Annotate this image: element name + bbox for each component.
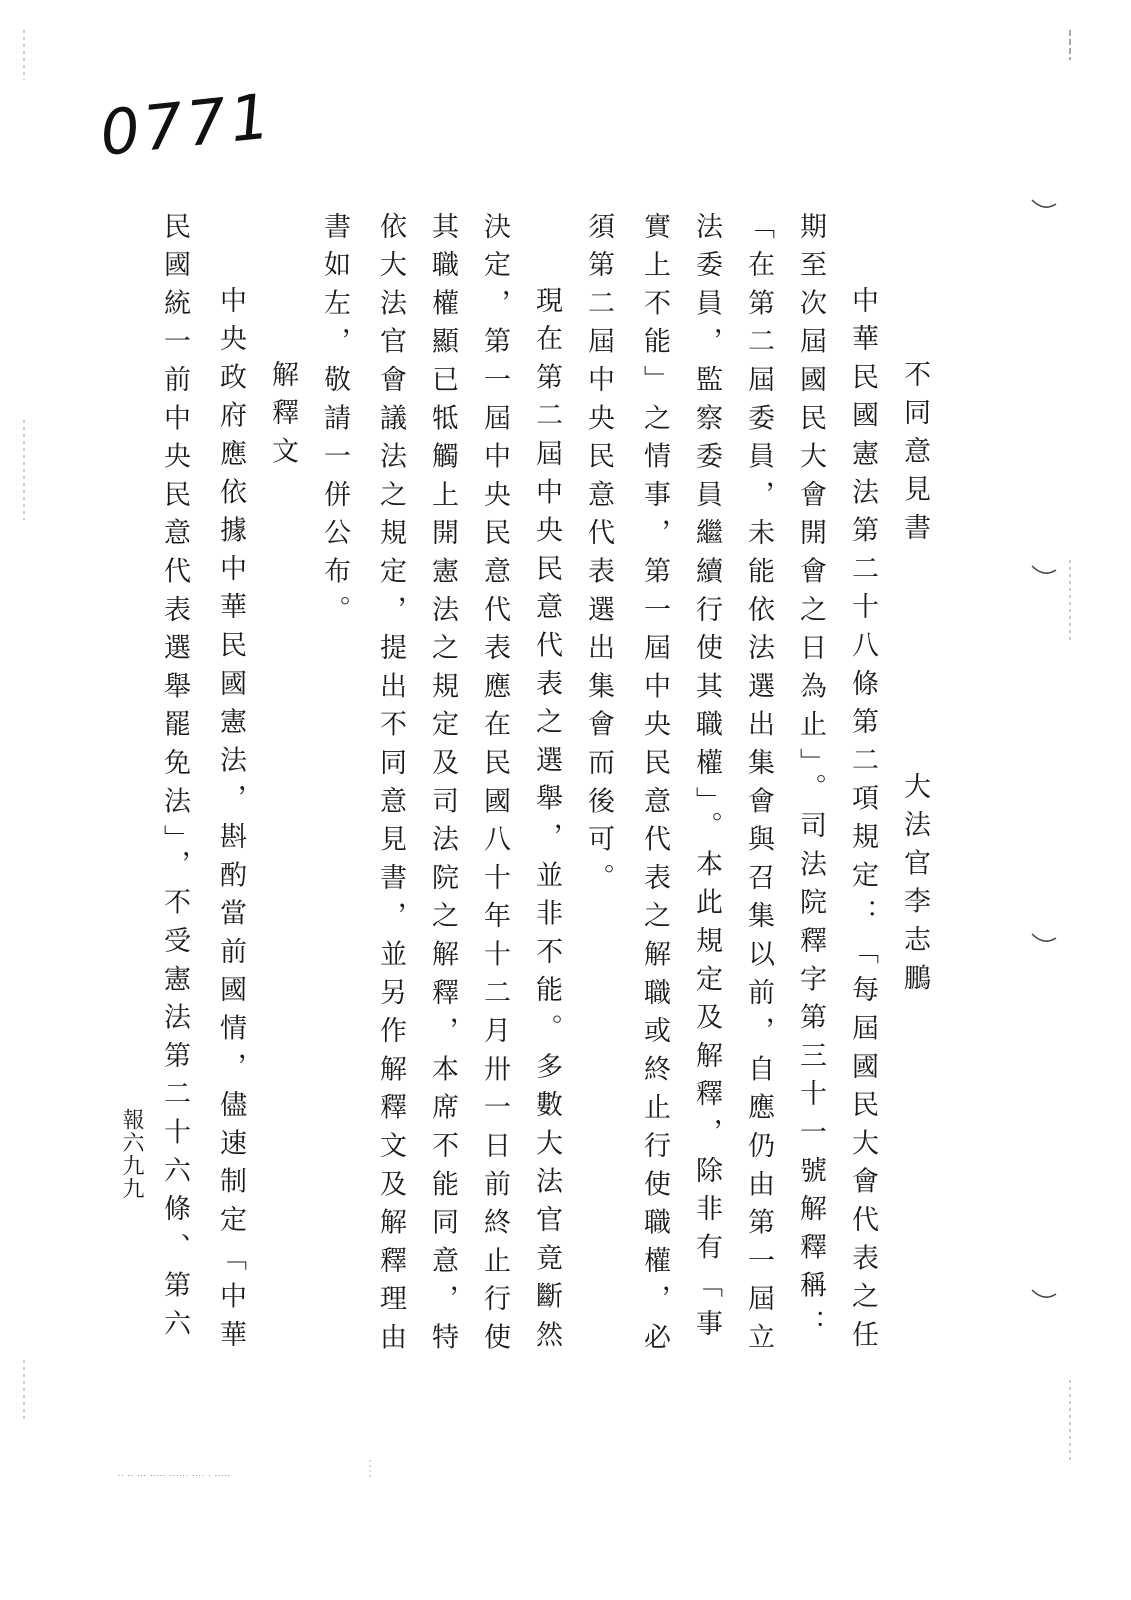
handwritten-number: 0771 — [96, 79, 278, 170]
document-title: 不同意見書 — [899, 360, 930, 552]
body-column-8: 決定，第一屆中央民意代表應在民國八十年十二月卅一日前終止行使 — [479, 212, 510, 1361]
body-column-3: 「在第二屆委員，未能依法選出集會與召集以前，自應仍由第一屆立 — [743, 212, 774, 1361]
body-column-11: 書如左，敬請一併公布。 — [319, 212, 350, 634]
body-column-9: 其職權顯已牴觸上開憲法之規定及司法院之解釋，本席不能同意，特 — [427, 212, 458, 1361]
body-column-10: 依大法官會議法之規定，提出不同意見書，並另作解釋文及解釋理由 — [375, 212, 406, 1361]
body-column-6: 須第二屆中央民意代表選出集會而後可。 — [583, 212, 614, 902]
section-heading-interpretation: 解釋文 — [267, 360, 298, 475]
body-column-4: 法委員，監察委員繼續行使其職權」。本此規定及解釋，除非有「事 — [691, 212, 722, 1348]
body-column-7: 現在第二屆中央民意代表之選舉，並非不能。多數大法官竟斷然 — [531, 286, 562, 1359]
body-column-2: 期至次屆國民大會開會之日為止」。司法院釋字第三十一號解釋稱： — [795, 212, 826, 1348]
page-reference: 報六九九 — [119, 1108, 144, 1200]
scan-footer-noise: ·· ·· ··· ····· ······ ···· · ····· — [118, 1472, 231, 1480]
body-column-1: 中華民國憲法第二十八條第二項規定：「每屆國民大會代表之任 — [847, 286, 878, 1359]
body-column-13: 民國統一前中央民意代表選舉罷免法」，不受憲法第二十六條、第六 — [159, 212, 190, 1348]
document-author: 大法官李志鵬 — [899, 772, 930, 1002]
body-column-5: 實上不能」之情事，第一屆中央民意代表之解職或終止行使職權，必 — [639, 212, 670, 1361]
body-column-12: 中央政府應依據中華民國憲法，斟酌當前國情，儘速制定「中華 — [215, 286, 246, 1359]
